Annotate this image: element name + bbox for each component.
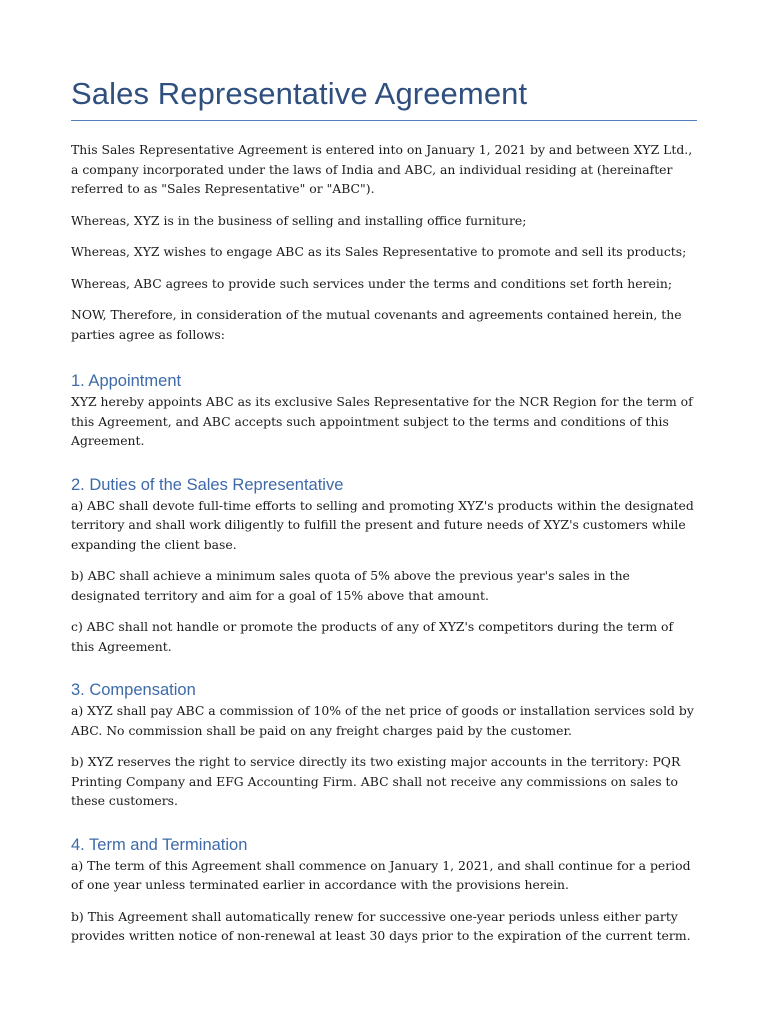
- intro-paragraph: NOW, Therefore, in consideration of the mutual covenants and agreements contained herein, the parties agree as follows:: [71, 307, 682, 342]
- section-paragraph: XYZ hereby appoints ABC as its exclusive Sales Representative for the NCR Region for the term of this Agreement, and ABC accepts such appointment subject to the terms and conditions of this Agreement.: [71, 394, 693, 448]
- intro-paragraph: This Sales Representative Agreement is entered into on January 1, 2021 by and between XYZ Ltd., a company incorporated under the laws of India and ABC, an individual residing at (hereinafter referred to as "Sales Representative" or "ABC").: [71, 142, 693, 196]
- section-compensation: [71, 680, 697, 811]
- section-paragraph: a) ABC shall devote full-time efforts to selling and promoting XYZ's products within the designated territory and shall work diligently to fulfill the present and future needs of XYZ's customers while expanding the client base.: [71, 497, 694, 552]
- section-heading: 1. Appointment: [71, 372, 182, 390]
- section-appointment: [71, 371, 697, 451]
- section-paragraph: a) The term of this Agreement shall commence on January 1, 2021, and shall continue for a period of one year unless terminated earlier in accordance with the provisions herein.: [71, 857, 691, 892]
- intro-paragraph: Whereas, XYZ wishes to engage ABC as its Sales Representative to promote and sell its products;: [71, 244, 687, 259]
- section-paragraph: a) XYZ shall pay ABC a commission of 10% of the net price of goods or installation services sold by ABC. No commission shall be paid on any freight charges paid by the customer.: [71, 703, 694, 738]
- intro-block: [71, 140, 697, 344]
- section-heading: 4. Term and Termination: [71, 835, 248, 854]
- section-paragraph: c) ABC shall not handle or promote the products of any of XYZ's competitors during the term of this Agreement.: [71, 619, 674, 654]
- section-paragraph: b) ABC shall achieve a minimum sales quota of 5% above the previous year's sales in the designated territory and aim for a goal of 15% above that amount.: [71, 568, 630, 603]
- section-term-termination: [71, 835, 697, 946]
- section-paragraph: b) XYZ reserves the right to service directly its two existing major accounts in the territory: PQR Printing Company and EFG Accounting Firm. ABC shall not receive any commissions on sales to these customers.: [71, 754, 681, 808]
- section-heading: 2. Duties of the Sales Representative: [71, 475, 344, 494]
- section-paragraph: b) This Agreement shall automatically renew for successive one-year periods unless either party provides written notice of non-renewal at least 30 days prior to the expiration of the current term.: [71, 908, 691, 943]
- section-heading: 3. Compensation: [71, 681, 196, 699]
- intro-paragraph: Whereas, ABC agrees to provide such services under the terms and conditions set forth herein;: [71, 275, 672, 291]
- intro-paragraph: Whereas, XYZ is in the business of selling and installing office furniture;: [71, 212, 527, 228]
- document-title: Sales Representative Agreement: [71, 74, 697, 121]
- section-duties: [71, 475, 697, 657]
